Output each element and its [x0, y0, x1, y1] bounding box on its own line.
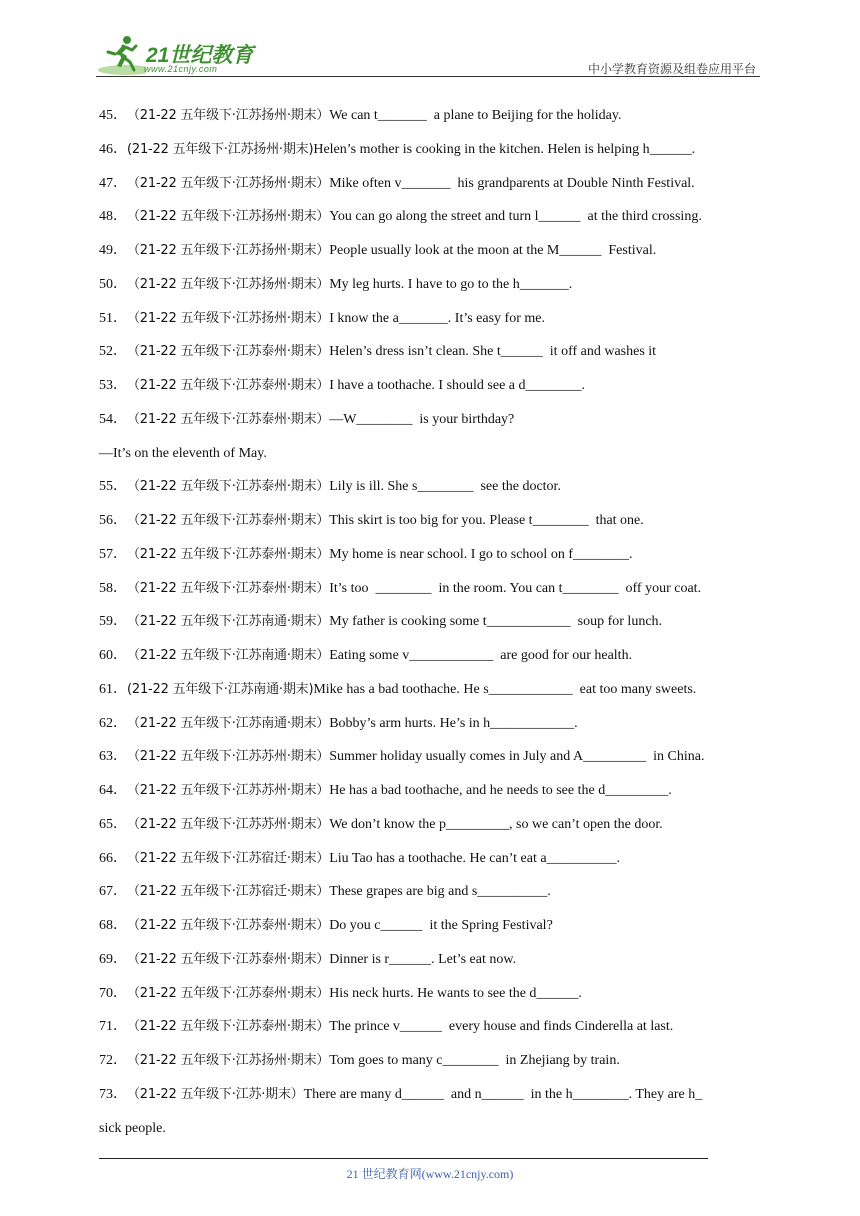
- question-line: [99, 981, 763, 1015]
- question-source: （21-22 五年级下·江苏苏州·期末）: [127, 816, 330, 832]
- question-source: （21-22 五年级下·江苏泰州·期末）: [127, 1019, 330, 1035]
- question-source: （21-22 五年级下·江苏扬州·期末）: [127, 108, 330, 123]
- question-text: We can t_______ a plane to Beijing for the holiday.: [329, 108, 622, 123]
- question-source: （21-22 五年级下·江苏泰州·期末）: [127, 580, 330, 596]
- question-number: 52．: [99, 344, 127, 360]
- question-number: 64．: [99, 783, 127, 798]
- question-line: [99, 407, 763, 441]
- question-number: 54．: [99, 411, 127, 427]
- question-source: （21-22 五年级下·江苏南通·期末）: [127, 614, 330, 630]
- question-line: [99, 711, 763, 745]
- question-line: [99, 677, 763, 711]
- question-number: 55．: [99, 479, 127, 495]
- question-line: [99, 542, 763, 576]
- question-source: （21-22 五年级下·江苏扬州·期末）: [127, 243, 330, 258]
- question-number: 59．: [99, 614, 127, 630]
- question-number: 47．: [99, 175, 127, 191]
- question-number: 58．: [99, 580, 127, 596]
- question-source: （21-22 五年级下·江苏宿迁·期末）: [127, 884, 330, 900]
- question-text: Mike has a bad toothache. He s____________ eat too many sweets.: [313, 681, 697, 697]
- question-source: (21-22 五年级下·江苏扬州·期末): [127, 141, 314, 157]
- question-line: [99, 643, 763, 677]
- question-number: 49．: [99, 243, 127, 258]
- question-source: （21-22 五年级下·江苏泰州·期末）: [127, 951, 330, 967]
- question-number: 70．: [99, 985, 127, 1001]
- question-text: It’s too ________ in the room. You can t________ off your coat.: [329, 580, 702, 596]
- question-text: Liu Tao has a toothache. He can’t eat a__________.: [329, 850, 621, 866]
- question-line: [99, 744, 763, 778]
- question-text: Bobby’s arm hurts. He’s in h____________.: [329, 715, 578, 731]
- question-text: This skirt is too big for you. Please t________ that one.: [329, 513, 644, 528]
- question-line: [99, 778, 763, 812]
- question-line: [99, 373, 763, 407]
- question-source: （21-22 五年级下·江苏泰州·期末）: [127, 344, 330, 360]
- question-source: （21-22 五年级下·江苏泰州·期末）: [127, 546, 330, 562]
- question-source: （21-22 五年级下·江苏宿迁·期末）: [127, 850, 330, 866]
- question-line: [99, 508, 763, 542]
- question-line: [99, 1048, 763, 1082]
- header-divider: [96, 76, 760, 77]
- question-number: 68．: [99, 918, 127, 933]
- question-text: I have a toothache. I should see a d________.: [329, 378, 586, 393]
- question-line: [99, 913, 763, 947]
- question-number: 61．: [99, 681, 127, 697]
- question-text: Mike often v_______ his grandparents at Double Ninth Festival.: [329, 175, 695, 191]
- question-text: I know the a_______. It’s easy for me.: [329, 310, 545, 326]
- question-source: （21-22 五年级下·江苏泰州·期末）: [127, 479, 330, 495]
- logo: [96, 34, 266, 78]
- question-number: 56．: [99, 513, 127, 528]
- question-text: Do you c______ it the Spring Festival?: [329, 918, 553, 933]
- question-text: We don’t know the p_________, so we can’t open the door.: [329, 816, 663, 832]
- footer-divider: [99, 1158, 708, 1159]
- question-source: （21-22 五年级下·江苏泰州·期末）: [127, 918, 330, 933]
- question-text: Helen’s mother is cooking in the kitchen. Helen is helping h______.: [313, 141, 696, 157]
- question-source: （21-22 五年级下·江苏扬州·期末）: [127, 209, 330, 225]
- platform-title: 中小学教育资源及组卷应用平台: [587, 62, 756, 76]
- question-text: sick people.: [99, 1120, 166, 1136]
- question-line: [99, 947, 763, 981]
- question-number: 60．: [99, 648, 127, 663]
- question-line: [99, 1014, 763, 1048]
- question-source: （21-22 五年级下·江苏扬州·期末）: [127, 1053, 330, 1068]
- question-source: （21-22 五年级下·江苏扬州·期末）: [127, 175, 330, 191]
- question-text: My father is cooking some t____________ soup for lunch.: [329, 614, 663, 630]
- question-line: [99, 1116, 763, 1150]
- question-line: [99, 474, 763, 508]
- question-line: [99, 238, 763, 272]
- question-source: （21-22 五年级下·江苏·期末）: [127, 1086, 304, 1102]
- question-line: [99, 272, 763, 306]
- question-source: （21-22 五年级下·江苏泰州·期末）: [127, 985, 330, 1001]
- question-text: Summer holiday usually comes in July and A_________ in China.: [329, 749, 705, 765]
- question-source: （21-22 五年级下·江苏苏州·期末）: [127, 783, 330, 798]
- question-source: （21-22 五年级下·江苏泰州·期末）: [127, 513, 330, 528]
- question-line: [99, 1082, 763, 1116]
- question-line: [99, 846, 763, 880]
- question-line: [99, 103, 763, 137]
- logo-text: 21世纪教育: [146, 44, 254, 67]
- question-line: [99, 441, 763, 475]
- question-text: The prince v______ every house and finds Cinderella at last.: [329, 1019, 674, 1035]
- question-source: （21-22 五年级下·江苏扬州·期末）: [127, 276, 330, 292]
- runner-logo-icon: [96, 34, 146, 78]
- question-source: （21-22 五年级下·江苏泰州·期末）: [127, 378, 330, 393]
- question-number: 65．: [99, 816, 127, 832]
- question-number: 46．: [99, 141, 127, 157]
- question-text: You can go along the street and turn l______ at the third crossing.: [329, 209, 702, 225]
- question-number: 71．: [99, 1019, 127, 1035]
- footer-text: 21 世纪教育网(www.21cnjy.com): [346, 1167, 514, 1181]
- question-text: These grapes are big and s__________.: [329, 884, 551, 900]
- logo-url: www.21cnjy.com: [144, 64, 218, 74]
- question-number: 66．: [99, 850, 127, 866]
- question-number: 45．: [99, 108, 127, 123]
- question-number: 57．: [99, 546, 127, 562]
- question-number: 48．: [99, 209, 127, 225]
- question-text: Dinner is r______. Let’s eat now.: [329, 951, 517, 967]
- question-line: [99, 204, 763, 238]
- question-text: Eating some v____________ are good for our health.: [329, 648, 633, 663]
- question-number: 53．: [99, 378, 127, 393]
- question-source: （21-22 五年级下·江苏泰州·期末）: [127, 411, 330, 427]
- question-number: 51．: [99, 310, 127, 326]
- question-number: 63．: [99, 749, 127, 765]
- question-number: 69．: [99, 951, 127, 967]
- question-number: 67．: [99, 884, 127, 900]
- question-line: [99, 339, 763, 373]
- question-list: [99, 103, 763, 1149]
- question-number: 50．: [99, 276, 127, 292]
- question-text: His neck hurts. He wants to see the d______.: [329, 985, 582, 1001]
- question-number: 73．: [99, 1086, 127, 1102]
- question-line: [99, 812, 763, 846]
- question-source: (21-22 五年级下·江苏南通·期末): [127, 681, 314, 697]
- question-line: [99, 171, 763, 205]
- question-source: （21-22 五年级下·江苏扬州·期末）: [127, 310, 330, 326]
- question-line: [99, 879, 763, 913]
- question-text: Tom goes to many c________ in Zhejiang by train.: [329, 1053, 620, 1068]
- question-text: Lily is ill. She s________ see the doctor.: [329, 479, 561, 495]
- question-source: （21-22 五年级下·江苏南通·期末）: [127, 715, 330, 731]
- question-text: He has a bad toothache, and he needs to see the d_________.: [329, 783, 672, 798]
- question-text: My leg hurts. I have to go to the h_______.: [329, 276, 573, 292]
- question-text: My home is near school. I go to school on f________.: [329, 546, 633, 562]
- question-number: 72．: [99, 1053, 127, 1068]
- question-line: [99, 576, 763, 610]
- question-text: —It’s on the eleventh of May.: [99, 445, 267, 461]
- question-text: People usually look at the moon at the M______ Festival.: [329, 243, 657, 258]
- question-line: [99, 137, 763, 171]
- page-header: [96, 34, 760, 78]
- question-source: （21-22 五年级下·江苏苏州·期末）: [127, 749, 330, 765]
- question-line: [99, 609, 763, 643]
- question-text: —W________ is your birthday?: [329, 411, 515, 427]
- question-text: There are many d______ and n______ in the h________. They are h_: [303, 1086, 703, 1102]
- question-line: [99, 306, 763, 340]
- question-number: 62．: [99, 715, 127, 731]
- question-source: （21-22 五年级下·江苏南通·期末）: [127, 648, 330, 663]
- question-text: Helen’s dress isn’t clean. She t______ it off and washes it: [329, 344, 657, 360]
